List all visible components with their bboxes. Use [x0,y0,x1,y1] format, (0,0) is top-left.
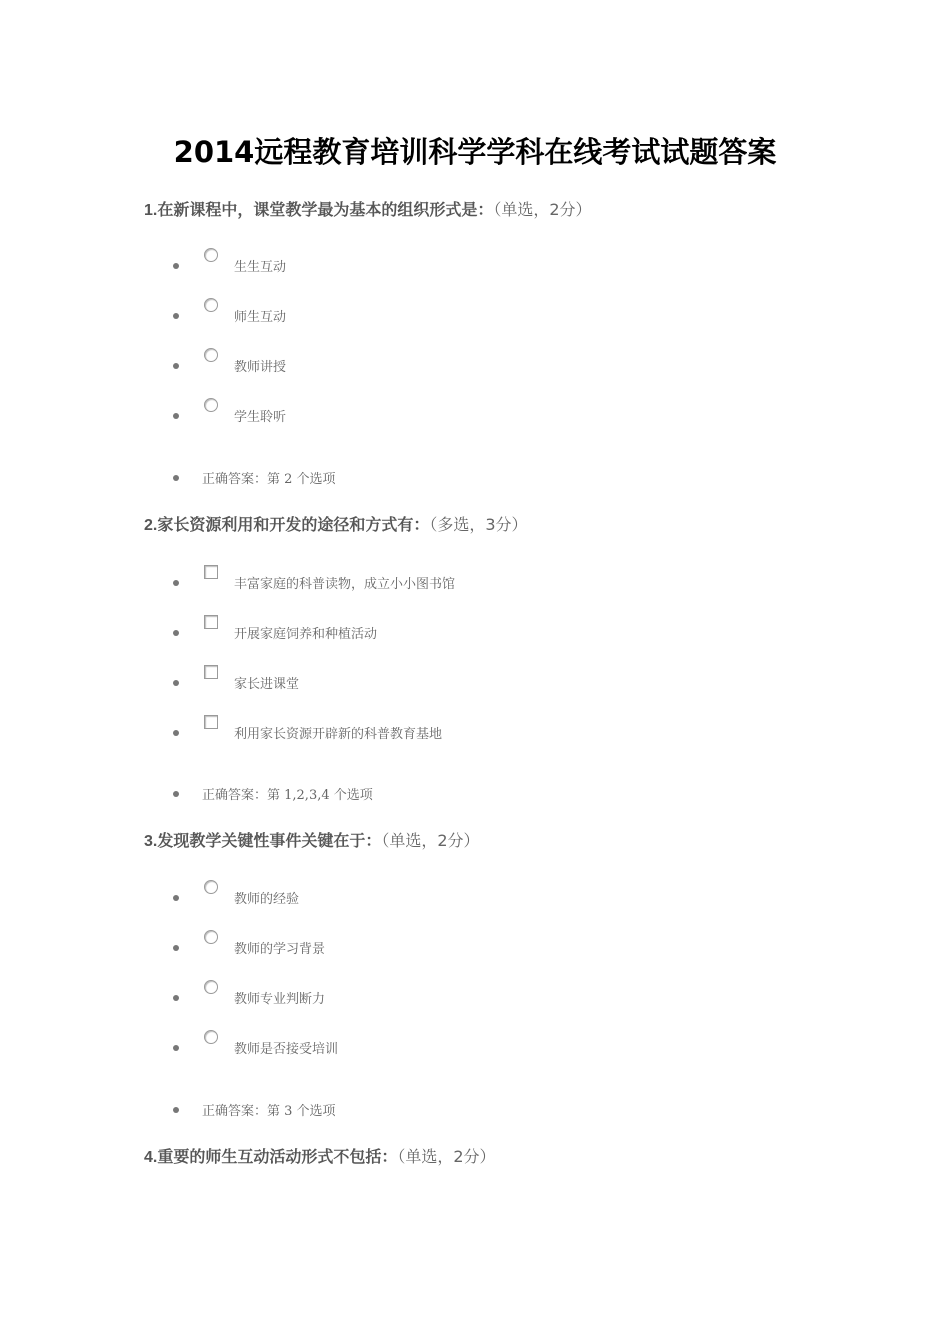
option-item[interactable] [144,880,744,910]
radio-button[interactable] [204,930,218,944]
question-number: 3. [144,833,158,850]
option-item[interactable] [144,298,744,328]
question-4 [144,1145,844,1169]
option-label: 教师讲授 [234,360,287,375]
option-item[interactable] [144,398,744,428]
option-label: 丰富家庭的科普读物，成立小小图书馆 [234,577,456,592]
bullet-icon [173,680,179,686]
option-item[interactable] [144,615,744,645]
question-type: （单选，2分） [381,831,480,850]
radio-button[interactable] [204,348,218,362]
question-type: （多选，3分） [429,515,528,534]
question-1 [144,198,844,487]
bullet-icon [173,363,179,369]
option-label: 教师专业判断力 [234,992,326,1007]
option-item[interactable] [144,248,744,278]
bullet-icon [173,580,179,586]
checkbox[interactable] [204,715,218,729]
question-type: （单选，2分） [493,200,592,219]
question-text: 家长资源利用和开发的途径和方式有： [157,515,430,534]
option-label: 开展家庭饲养和种植活动 [234,627,378,642]
option-item[interactable] [144,930,744,960]
question-number: 1. [144,202,158,219]
correct-answer-text: 正确答案：第 2 个选项 [202,472,336,487]
bullet-icon [173,413,179,419]
option-label: 家长进课堂 [234,677,300,692]
question-type: （单选，2分） [397,1147,496,1166]
option-label: 师生互动 [234,310,287,325]
correct-answer [144,468,744,492]
bullet-icon [173,630,179,636]
radio-button[interactable] [204,880,218,894]
correct-answer-text: 正确答案：第 1,2,3,4 个选项 [202,788,373,803]
option-item[interactable] [144,565,744,595]
question-header [144,1145,844,1169]
bullet-icon [173,475,179,481]
option-label: 生生互动 [234,260,287,275]
bullet-icon [173,730,179,736]
bullet-icon [173,263,179,269]
correct-answer-text: 正确答案：第 3 个选项 [202,1104,336,1119]
question-text: 发现教学关键性事件关键在于： [157,831,382,850]
option-item[interactable] [144,348,744,378]
question-number: 2. [144,517,158,534]
option-label: 教师是否接受培训 [234,1042,339,1057]
bullet-icon [173,995,179,1001]
bullet-icon [173,1107,179,1113]
bullet-icon [173,791,179,797]
radio-button[interactable] [204,398,218,412]
bullet-icon [173,945,179,951]
option-label: 教师的学习背景 [234,942,326,957]
radio-button[interactable] [204,298,218,312]
option-item[interactable] [144,715,744,745]
page-title: 2014远程教育培训科学学科在线考试试题答案 [173,135,777,169]
option-label: 学生聆听 [234,410,287,425]
correct-answer [144,1100,744,1124]
radio-button[interactable] [204,248,218,262]
bullet-icon [173,1045,179,1051]
question-text: 在新课程中，课堂教学最为基本的组织形式是： [157,200,494,219]
checkbox[interactable] [204,615,218,629]
option-item[interactable] [144,665,744,695]
question-header [144,829,844,853]
option-item[interactable] [144,980,744,1010]
question-number: 4. [144,1149,158,1166]
option-label: 利用家长资源开辟新的科普教育基地 [234,727,443,742]
checkbox[interactable] [204,565,218,579]
checkbox[interactable] [204,665,218,679]
question-3 [144,829,844,1119]
bullet-icon [173,313,179,319]
correct-answer [144,784,744,808]
bullet-icon [173,895,179,901]
question-header [144,513,844,537]
radio-button[interactable] [204,980,218,994]
question-header [144,198,844,222]
radio-button[interactable] [204,1030,218,1044]
question-text: 重要的师生互动活动形式不包括： [157,1147,398,1166]
option-label: 教师的经验 [234,892,300,907]
question-2 [144,513,844,803]
option-item[interactable] [144,1030,744,1060]
